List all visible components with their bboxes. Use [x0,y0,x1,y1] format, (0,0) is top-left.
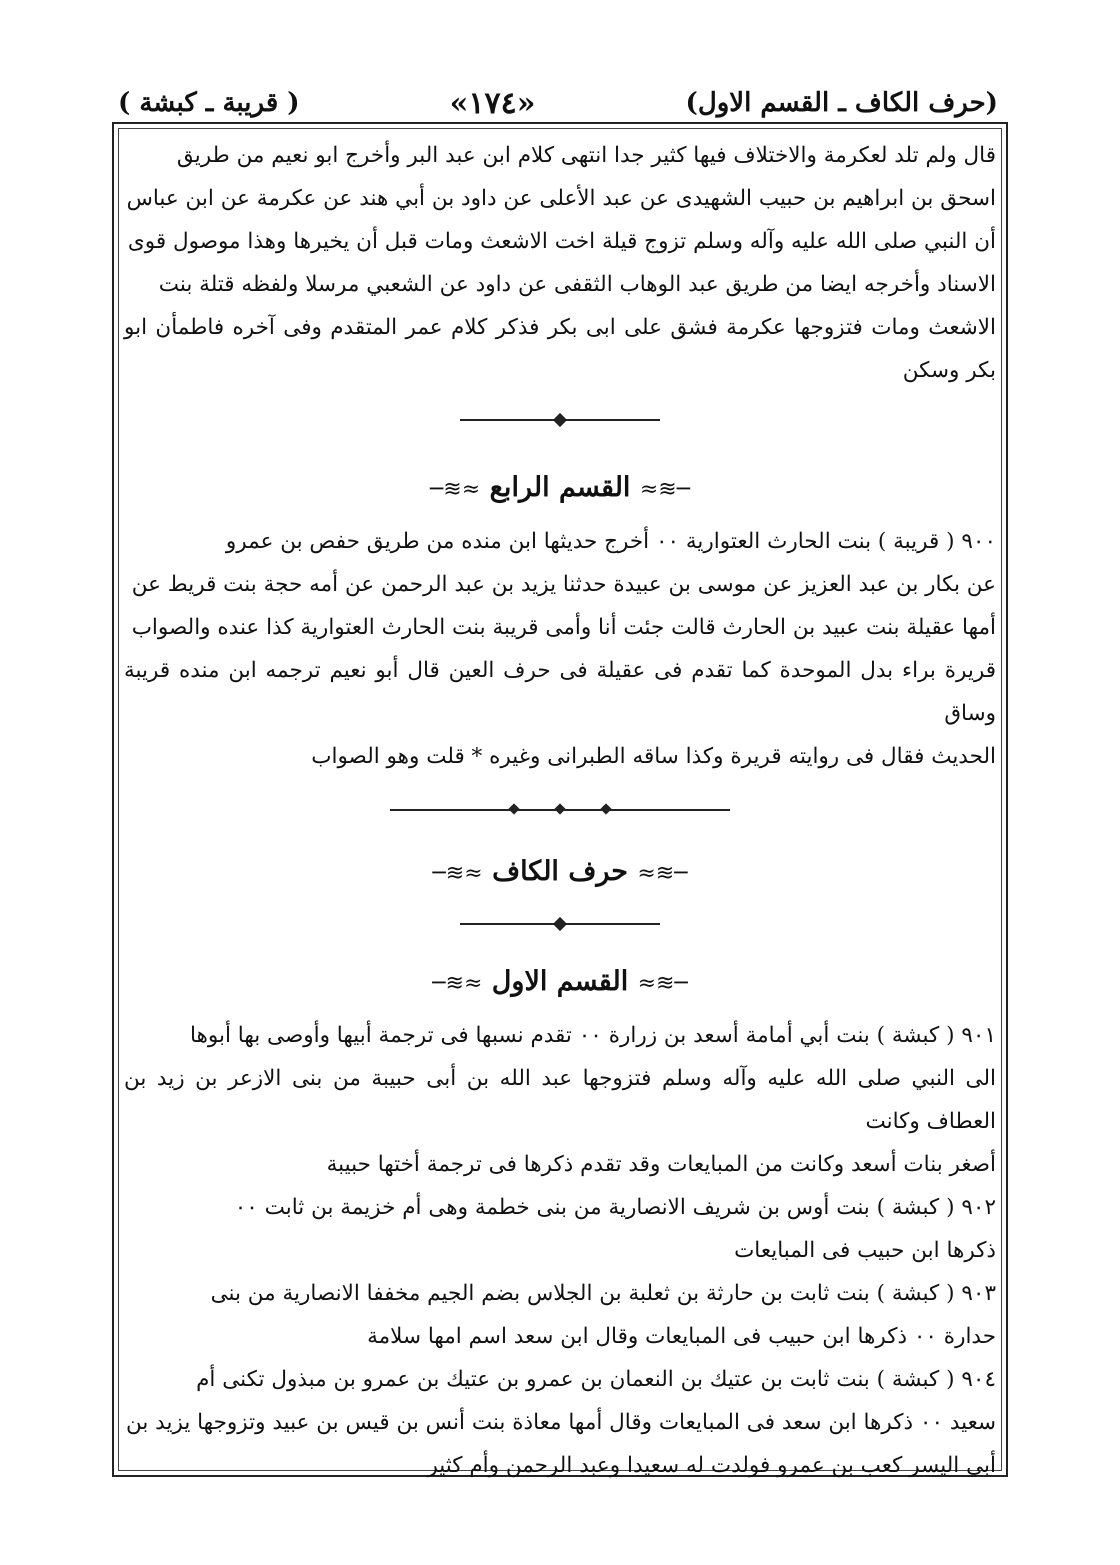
entry-line: سعيد ٠٠ ذكرها ابن سعد فى المبايعات وقال أمها معاذة بنت أنس بن قيس بن عبيد وتزوجها يزيد بن [126,1410,996,1435]
text-line: الاشعث ومات فتزوجها عكرمة فشق على ابى بكر فذكر كلام عمر المتقدم وفى آخره فاطمأن ابو بكر وسكن [124,315,996,383]
entry-line: ٩٠٢ ( كبشة ) بنت أوس بن شريف الانصارية من بنى خطمة وهى أم خزيمة بن ثابت ٠٠ [234,1195,996,1220]
ornament-icon: ─≋≈ [637,971,688,996]
text-line: أن النبي صلى الله عليه وآله وسلم تزوج قيلة اخت الاشعث ومات قبل أن يخيرها وهذا موصول قوى [127,229,996,254]
entry-line: ٩٠٤ ( كبشة ) بنت ثابت بن عتيك بن النعمان بن عمرو بن عتيك بن عمرو بن مبذول تكنى أم [196,1367,996,1392]
ornament-icon: ≈≋─ [432,861,483,886]
entry-line: أصغر بنات أسعد وكانت من المبايعات وقد تقدم ذكرها فى ترجمة أختها حبيبة [326,1152,996,1177]
page-number: «١٧٤» [449,85,536,121]
page-frame [112,122,1008,1477]
entry-line: ٩٠١ ( كبشة ) بنت أبي أمامة أسعد بن زرارة ٠٠ تقدم نسبها فى ترجمة أبيها وأوصى بها أبوها [189,1023,996,1048]
entry-line: ٩٠٣ ( كبشة ) بنت ثابت بن حارثة بن ثعلبة بن الجلاس بضم الجيم مخففا الانصارية من بنى [210,1281,996,1306]
entry-line: قريرة براء بدل الموحدة كما تقدم فى عقيلة فى حرف العين قال أبو نعيم ترجمه ابن منده قريبة وساق [124,658,996,726]
entry-line: أمها عقيلة بنت عبيد بن الحارث قالت جئت أنا وأمى قريبة بنت الحارث العتوارية كذا عنده والصواب [131,615,996,640]
entry-line: الحديث فقال فى روايته قريرة وكذا ساقه الطبرانى وغيره * قلت وهو الصواب [311,744,996,769]
entry-line: ذكرها ابن حبيب فى المبايعات [734,1238,996,1263]
ornament-icon: ≈≋─ [430,477,481,502]
header-left-title: ( قريبة ـ كبشة ) [118,88,300,118]
entry-line: الى النبي صلى الله عليه وآله وسلم فتزوجها عبد الله بن أبى حبيبة من بنى الازعر بن زيد بن العطاف وكانت [124,1066,996,1134]
text-line: قال ولم تلد لعكرمة والاختلاف فيها كثير جدا انتهى كلام ابن عبد البر وأخرج ابو نعيم من طريق [176,143,996,168]
divider-ornament [460,914,660,934]
entry-line: حدارة ٠٠ ذكرها ابن حبيب فى المبايعات وقال ابن سعد اسم امها سلامة [367,1324,996,1349]
text-line: الاسناد وأخرجه ايضا من طريق عبد الوهاب الثقفى عن داود عن الشعبي مرسلا ولفظه قتلة بنت [158,272,996,297]
text-line: اسحق بن ابراهيم بن حبيب الشهيدى عن عبد الأعلى عن داود بن أبي هند عن عكرمة عن ابن عباس [126,186,996,211]
ornament-icon: ─≋≈ [639,477,690,502]
entry-line: أبي اليسر كعب بن عمرو فولدت له سعيدا وعبد الرحمن وأم كثير [427,1453,996,1478]
entry-line: ٩٠٠ ( قريبة ) بنت الحارث العتوارية ٠٠ أخرج حديثها ابن منده من طريق حفص بن عمرو [225,529,996,554]
letter-title-kaf: ─≋≈ حرف الكاف ≈≋─ [432,856,688,887]
section-title-rabi: ─≋≈ القسم الرابع ≈≋─ [430,472,690,503]
divider-ornament [390,800,730,820]
section-title-awwal: ─≋≈ القسم الاول ≈≋─ [432,966,688,997]
divider-ornament [460,410,660,430]
page-content [124,124,996,1487]
page-header [118,78,998,128]
header-right-title: (حرف الكاف ـ القسم الاول) [685,88,998,118]
ornament-icon: ─≋≈ [637,861,688,886]
ornament-icon: ≈≋─ [432,971,483,996]
entry-line: عن بكار بن عبد العزيز عن موسى بن عبيدة حدثنا يزيد بن عبد الرحمن عن أمه حجة بنت قريط عن [131,572,996,597]
